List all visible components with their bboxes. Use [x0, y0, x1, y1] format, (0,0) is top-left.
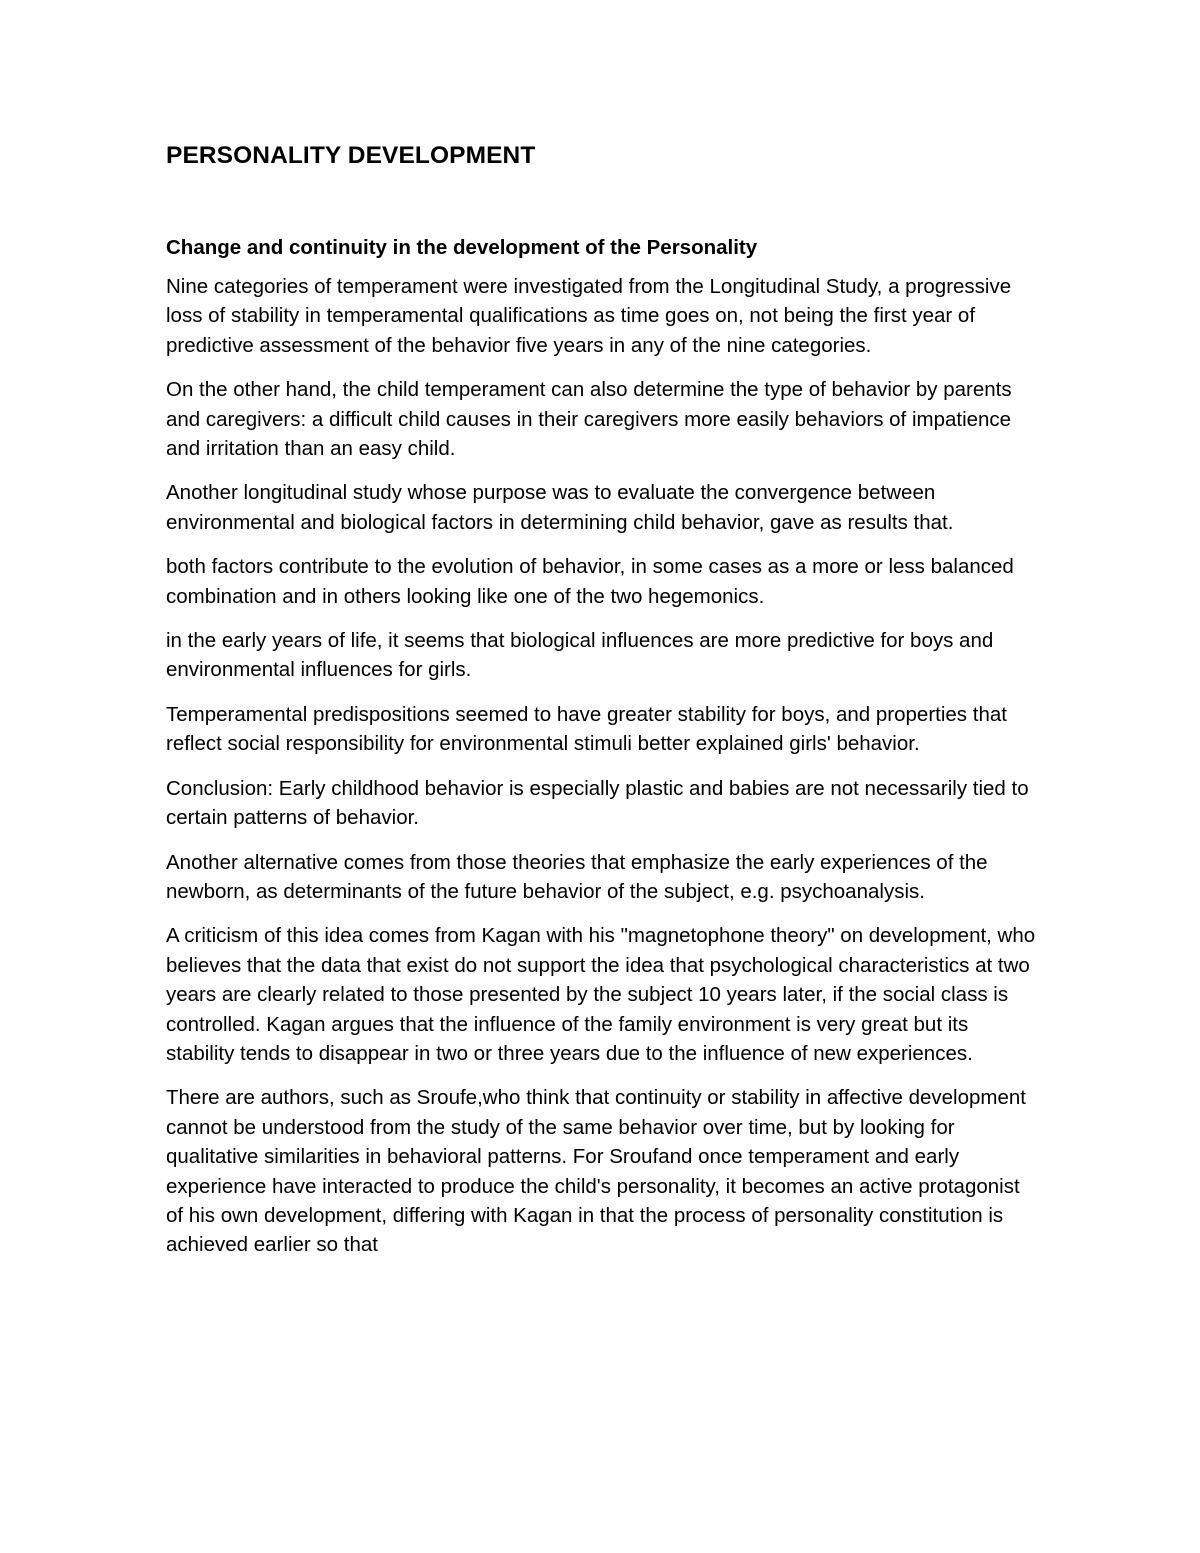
paragraph-10: There are authors, such as Sroufe,who think that continuity or stability in affective development cannot be understood from the study of the same behavior over time, but by looking for qualitative similarities in behavioral patterns. For Sroufand once temperament and early experience have interacted to produce the child's personality, it becomes an active protagonist of his own development, differing with Kagan in that the process of personality constitution is achieved earlier so that: [166, 1086, 1026, 1257]
document-title: PERSONALITY DEVELOPMENT: [166, 142, 536, 169]
paragraph-9: A criticism of this idea comes from Kagan with his "magnetophone theory" on development, who believes that the data that exist do not support the idea that psychological characteristics at two years are clearly related to those presented by the subject 10 years later, if the social class is controlled. Kagan argues that the influence of the family environment is very great but its stability tends to disappear in two or three years due to the influence of new experiences.: [166, 924, 1036, 1065]
paragraph-6: Temperamental predispositions seemed to have greater stability for boys, and properties that reflect social responsibility for environmental stimuli better explained girls' behavior.: [166, 702, 1007, 756]
paragraph-4: both factors contribute to the evolution of behavior, in some cases as a more or less balanced combination and in others looking like one of the two hegemonics.: [166, 555, 1014, 608]
paragraph-7: Conclusion: Early childhood behavior is especially plastic and babies are not necessarily tied to certain patterns of behavior.: [166, 776, 1029, 830]
section-heading: Change and continuity in the development of the Personality: [166, 236, 758, 259]
paragraph-8: Another alternative comes from those theories that emphasize the early experiences of the newborn, as determinants of the future behavior of the subject, e.g. psychoanalysis.: [166, 850, 988, 903]
paragraph-5: in the early years of life, it seems that biological influences are more predictive for boys and environmental influences for girls.: [166, 629, 994, 682]
paragraph-2: On the other hand, the child temperament can also determine the type of behavior by parents and caregivers: a difficult child causes in their caregivers more easily behaviors of impatience and irritation than an easy child.: [166, 378, 1012, 461]
paragraph-3: Another longitudinal study whose purpose was to evaluate the convergence between environmental and biological factors in determining child behavior, gave as results that.: [166, 481, 954, 534]
document-body: [166, 140, 1038, 1275]
paragraph-1: Nine categories of temperament were investigated from the Longitudinal Study, a progressive loss of stability in temperamental qualifications as time goes on, not being the first year of predictive assessment of the behavior five years in any of the nine categories.: [166, 275, 1012, 357]
